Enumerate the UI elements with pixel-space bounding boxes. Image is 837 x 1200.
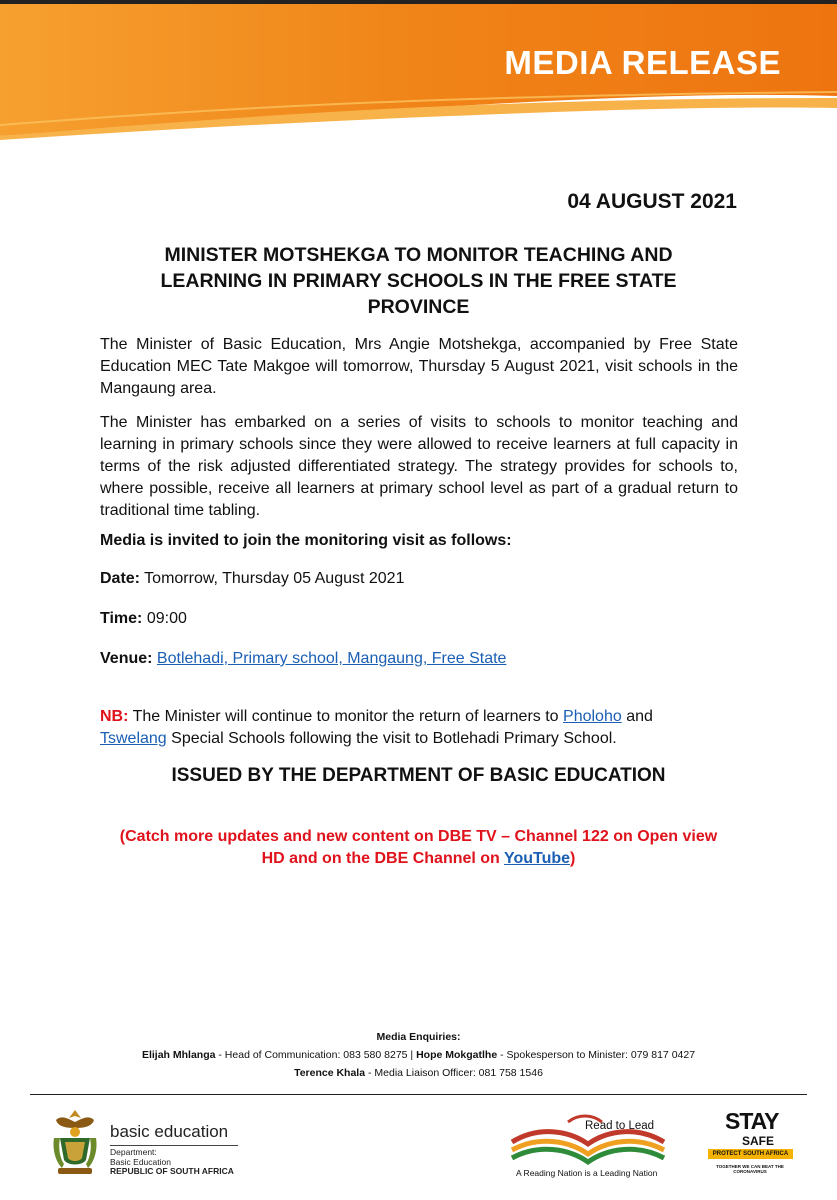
basic-education-name: basic education <box>110 1122 229 1141</box>
headline <box>100 242 737 320</box>
headline-line-3: PROVINCE <box>367 296 470 318</box>
catch-text-2: HD and on the DBE Channel on <box>261 850 500 867</box>
read-to-lead-title: Read to Lead <box>585 1120 655 1132</box>
catch-line-1: (Catch more updates and new content on DBE TV – Channel 122 on Open view <box>119 828 718 845</box>
banner-title: MEDIA RELEASE <box>504 44 781 81</box>
dept-name: Basic Education <box>110 1156 171 1167</box>
contact-role-elijah: - Head of Communication: 083 580 8275 | <box>218 1049 414 1061</box>
media-release-banner <box>0 0 837 140</box>
dbe-tv-notice <box>95 826 742 870</box>
time-value: 09:00 <box>146 610 187 627</box>
stay-safe-tagline: TOGETHER WE CAN BEAT THE CORONAVIRUS <box>716 1164 784 1174</box>
time-label: Time: <box>100 610 143 627</box>
contact-name-terence: Terence Khala <box>294 1067 366 1079</box>
protect-south-africa-bar: PROTECT SOUTH AFRICA <box>708 1149 793 1159</box>
nb-note <box>100 706 740 750</box>
pholoho-link[interactable]: Pholoho <box>563 708 622 725</box>
headline-line-2: LEARNING IN PRIMARY SCHOOLS IN THE FREE STATE <box>160 270 677 292</box>
footer-divider <box>30 1094 807 1095</box>
enquiries-line-2 <box>60 1064 777 1082</box>
nb-text-3: Special Schools following the visit to Botlehadi Primary School. <box>171 730 617 747</box>
contact-role-hope: - Spokesperson to Minister: 079 817 0427 <box>500 1049 696 1061</box>
nb-text-2: and <box>626 708 653 725</box>
catch-end: ) <box>570 850 576 867</box>
enquiries-line-1 <box>60 1046 777 1064</box>
contact-name-elijah: Elijah Mhlanga <box>141 1049 216 1061</box>
department-details <box>110 1148 234 1177</box>
visit-date <box>100 570 404 588</box>
paragraph-visits: The Minister has embarked on a series of visits to schools to monitor teaching and learning in primary schools since they were allowed to receive learners at full capacity in terms of the risk adjusted differentiated strategy. The strategy provides for schools to, where possible, receive all learners at primary school level as part of a gradual return to traditional time tabling. <box>100 414 738 519</box>
basic-education-logo <box>48 1108 288 1178</box>
media-invite: Media is invited to join the monitoring visit as follows: <box>100 532 512 549</box>
read-to-lead-logo <box>508 1112 668 1184</box>
nb-text-1: The Minister will continue to monitor the return of learners to <box>132 708 559 725</box>
catch-line-2 <box>95 848 742 870</box>
contact-role-terence: - Media Liaison Officer: 081 758 1546 <box>368 1067 543 1079</box>
visit-time <box>100 610 187 628</box>
venue-link[interactable]: Botlehadi, Primary school, Mangaung, Free State <box>156 650 507 667</box>
date-label: Date: <box>100 570 141 587</box>
stay-safe-logo <box>700 1108 800 1182</box>
stay-text: STAY <box>725 1108 779 1134</box>
dept-label: Department: <box>110 1147 157 1157</box>
logo-rule <box>110 1145 238 1146</box>
safe-text: SAFE <box>742 1134 775 1148</box>
media-enquiries-title: Media Enquiries: <box>376 1031 461 1043</box>
coat-of-arms-icon <box>48 1108 102 1178</box>
youtube-link[interactable]: YouTube <box>503 850 571 867</box>
nb-label: NB: <box>100 708 129 725</box>
issued-by: ISSUED BY THE DEPARTMENT OF BASIC EDUCATION <box>171 765 666 786</box>
date-value: Tomorrow, Thursday 05 August 2021 <box>144 570 405 587</box>
contact-name-hope: Hope Mokgatlhe <box>416 1049 498 1061</box>
visit-venue <box>100 650 506 668</box>
venue-label: Venue: <box>100 650 153 667</box>
tswelang-link[interactable]: Tswelang <box>100 730 167 747</box>
read-to-lead-tagline: A Reading Nation is a Leading Nation <box>516 1168 658 1178</box>
headline-line-1: MINISTER MOTSHEKGA TO MONITOR TEACHING AND <box>164 244 673 266</box>
paragraph-intro: The Minister of Basic Education, Mrs Angie Motshekga, accompanied by Free State Education MEC Tate Makgoe will tomorrow, Thursday 5 August 2021, visit schools in the Mangaung area. <box>100 336 738 397</box>
country-name: REPUBLIC OF SOUTH AFRICA <box>110 1166 234 1176</box>
release-date: 04 AUGUST 2021 <box>567 190 737 213</box>
